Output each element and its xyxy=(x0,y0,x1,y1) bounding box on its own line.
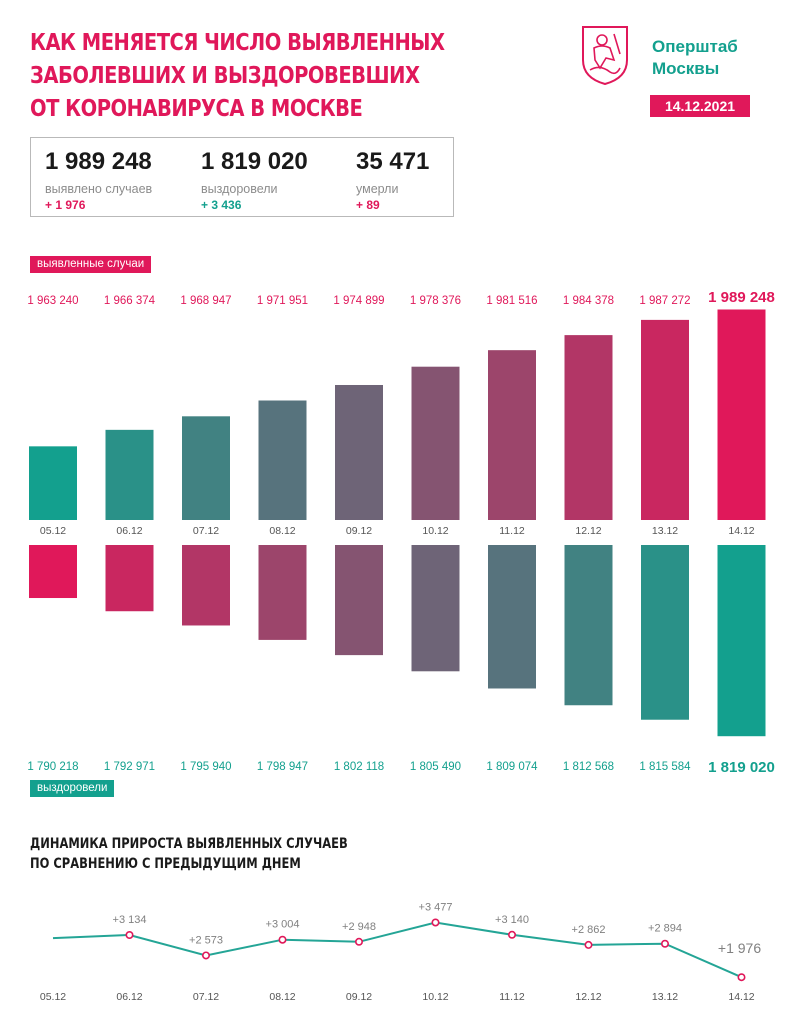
growth-value-label: +2 573 xyxy=(189,934,223,947)
growth-point xyxy=(662,941,668,947)
cases-value-label: 1 987 272 xyxy=(639,295,691,307)
recovered-label: выздоровели xyxy=(201,182,278,196)
date-tick-label: 13.12 xyxy=(651,525,679,537)
brand-line-1: Оперштаб xyxy=(652,37,738,56)
recovered-bar xyxy=(259,545,307,640)
recovered-legend: выздоровели xyxy=(30,780,114,797)
cases-total: 1 989 248 xyxy=(45,148,152,175)
date-tick-label: 07.12 xyxy=(192,525,220,537)
recovered-bar xyxy=(565,545,613,705)
cases-value-label: 1 968 947 xyxy=(180,295,232,307)
date-tick-label: 08.12 xyxy=(269,991,296,1003)
growth-value-label: +2 862 xyxy=(571,923,606,936)
cases-value-label: 1 984 378 xyxy=(562,295,615,307)
recovered-value-label: 1 795 940 xyxy=(180,761,232,773)
cases-value-label: 1 981 516 xyxy=(486,295,538,307)
date-tick-label: 10.12 xyxy=(422,525,449,537)
title-line-3: ОТ КОРОНАВИРУСА В МОСКВЕ xyxy=(30,94,363,122)
recovered-bar xyxy=(412,545,460,671)
date-tick-label: 05.12 xyxy=(39,991,67,1003)
summary-box xyxy=(30,137,454,217)
growth-value-label: +3 477 xyxy=(418,901,453,914)
growth-point xyxy=(738,974,744,980)
date-badge: 14.12.2021 xyxy=(650,95,750,117)
date-tick-label: 11.12 xyxy=(499,525,525,537)
cases-bar xyxy=(335,385,383,520)
cases-legend: выявленные случаи xyxy=(30,256,151,273)
deaths-label: умерли xyxy=(356,182,399,196)
cases-value-label: 1 974 899 xyxy=(333,295,385,307)
growth-point xyxy=(356,939,362,945)
growth-value-label: +2 894 xyxy=(648,922,682,935)
recovered-bar xyxy=(29,545,77,598)
page-title xyxy=(30,26,445,125)
cases-bar xyxy=(259,401,307,520)
cases-bar xyxy=(718,309,766,520)
recovered-bar xyxy=(182,545,230,625)
dynamics-title-line-2: ПО СРАВНЕНИЮ С ПРЕДЫДУЩИМ ДНЕМ xyxy=(30,856,301,872)
growth-value-label: +3 004 xyxy=(265,918,300,931)
dynamics-title-line-1: ДИНАМИКА ПРИРОСТА ВЫЯВЛЕННЫХ СЛУЧАЕВ xyxy=(30,836,348,852)
title-line-2: ЗАБОЛЕВШИХ И ВЫЗДОРОВЕВШИХ xyxy=(30,61,420,89)
cases-bar xyxy=(488,350,536,520)
cases-value-label: 1 966 374 xyxy=(103,295,156,307)
moscow-coat-of-arms-logo xyxy=(580,24,630,86)
recovered-delta: + 3 436 xyxy=(201,198,242,212)
brand-line-2: Москвы xyxy=(652,59,720,78)
growth-point xyxy=(203,952,209,958)
recovered-total: 1 819 020 xyxy=(201,148,308,175)
cases-bar xyxy=(641,320,689,520)
cases-value-label: 1 978 376 xyxy=(409,295,462,307)
growth-value-label: +3 140 xyxy=(495,913,529,926)
date-tick-label: 05.12 xyxy=(39,525,67,537)
cases-bar xyxy=(29,446,77,520)
stat-deaths xyxy=(356,148,429,212)
cases-value-label: 1 989 248 xyxy=(708,289,775,306)
dynamics-title xyxy=(30,834,348,874)
stat-cases xyxy=(45,148,152,212)
recovered-bar xyxy=(718,545,766,736)
date-tick-label: 08.12 xyxy=(269,525,296,537)
date-tick-label: 11.12 xyxy=(499,991,525,1003)
cases-value-label: 1 971 951 xyxy=(256,295,309,307)
date-tick-label: 12.12 xyxy=(575,525,602,537)
cases-value-label: 1 963 240 xyxy=(27,295,79,307)
date-tick-label: 12.12 xyxy=(575,991,602,1003)
recovered-value-label: 1 805 490 xyxy=(409,761,462,773)
growth-value-label: +1 976 xyxy=(717,940,762,957)
date-tick-label: 14.12 xyxy=(728,525,755,537)
cases-bar xyxy=(412,367,460,520)
brand-name xyxy=(652,36,738,80)
dynamics-line-chart xyxy=(0,880,789,1020)
recovered-value-label: 1 802 118 xyxy=(333,761,385,773)
cases-bar xyxy=(106,430,154,520)
recovered-value-label: 1 819 020 xyxy=(708,759,775,776)
date-tick-label: 06.12 xyxy=(116,525,143,537)
date-tick-label: 13.12 xyxy=(651,991,679,1003)
growth-value-label: +3 134 xyxy=(112,913,147,926)
growth-point xyxy=(585,942,591,948)
recovered-value-label: 1 812 568 xyxy=(562,761,615,773)
title-line-1: КАК МЕНЯЕТСЯ ЧИСЛО ВЫЯВЛЕННЫХ xyxy=(30,28,445,56)
date-tick-label: 14.12 xyxy=(728,991,755,1003)
recovered-value-label: 1 815 584 xyxy=(639,761,691,773)
recovered-bar xyxy=(106,545,154,611)
deaths-delta: + 89 xyxy=(356,198,380,212)
growth-point xyxy=(279,937,285,943)
recovered-value-label: 1 798 947 xyxy=(256,761,309,773)
date-tick-label: 07.12 xyxy=(192,991,220,1003)
bar-charts xyxy=(0,240,789,780)
deaths-total: 35 471 xyxy=(356,148,430,175)
recovered-value-label: 1 809 074 xyxy=(486,761,538,773)
cases-bar xyxy=(565,335,613,520)
recovered-bar xyxy=(641,545,689,720)
recovered-bar xyxy=(335,545,383,655)
growth-point xyxy=(126,932,132,938)
date-tick-label: 06.12 xyxy=(116,991,143,1003)
date-tick-label: 09.12 xyxy=(345,525,373,537)
date-tick-label: 09.12 xyxy=(345,991,373,1003)
date-tick-label: 10.12 xyxy=(422,991,449,1003)
growth-value-label: +2 948 xyxy=(342,920,376,933)
stat-recovered xyxy=(201,148,308,212)
cases-label: выявлено случаев xyxy=(45,182,153,196)
recovered-value-label: 1 792 971 xyxy=(103,761,156,773)
recovered-value-label: 1 790 218 xyxy=(27,761,79,773)
recovered-bar xyxy=(488,545,536,688)
cases-bar xyxy=(182,416,230,520)
growth-point xyxy=(509,932,515,938)
growth-line xyxy=(53,920,742,978)
cases-delta: + 1 976 xyxy=(45,198,86,212)
growth-point xyxy=(432,919,438,925)
